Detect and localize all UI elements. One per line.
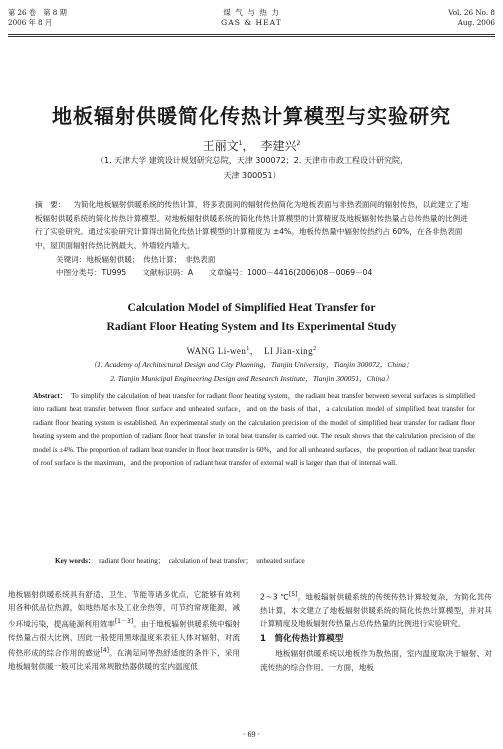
journal-name-en: GAS & HEAT — [221, 18, 282, 27]
affiliation-cn-line2: 天津 300051） — [223, 171, 281, 180]
author-separator: ， 李建兴 — [242, 139, 297, 153]
journal-header-center — [0, 8, 503, 28]
affiliation-cn-line1: （1. 天津大学 建筑设计规划研究总院，天津 300072；2. 天津市市政工程设计研究院， — [96, 156, 408, 165]
document-code: 文献标识码：A — [142, 268, 194, 277]
body-right-text-b: 。地板辐射供暖系统的传统传热计算较复杂，为简化其传热计算，本文建立了地板辐射供暖系统的简化传热计算模型，并对其计算精度及地板辐射传热量占总传热量的比例进行实验研究。 — [260, 592, 492, 629]
article-number: 文章编号：1000－4416(2006)08－0069－04 — [209, 268, 373, 277]
abstract-en-label: Abstract： — [33, 392, 68, 400]
author-2-affil-mark-en: 2 — [312, 346, 317, 352]
authors-en — [0, 344, 503, 357]
author-1-affil-mark: 1 — [238, 140, 243, 147]
body-left-text-c: 。在满足同等热舒适度的条件下，采用地板辐射供暖一般可比采用常规散热器供暖的室内温度低 — [8, 648, 240, 672]
header-rule-thin — [8, 36, 495, 37]
header-rule — [8, 34, 495, 35]
keywords-en-label: Key words： — [55, 557, 96, 565]
abstract-en-text: To simplify the calculation of heat transfer for radiant floor heating system，the radiant heat transfer between several surfaces is simplified into radiant heat transfer between floor surface and unheated surface，and on the basis of that，a calculation model of simplified heat transfer for radiant floor heating system is established. An experimental study on the calculation precision of the model of simplified heat transfer for radiant floor heating system and the proportion of radiant floor heat transfer in total heat transfer is carried out. The result shows that the calculation precision of the model is ±4%. The proportion of radiant heat transfer in floor heat transfer is 60%，and for all unheated surfaces，the proportion of radiant heat transfer of roof surface is the maximum，and the proportion of radiant heat transfer of external wall is larger than that of internal wall. — [33, 392, 475, 468]
affiliation-en-line2: 2. Tianjin Municipal Engineering Design and Research Institute，Tianjin 300051，China） — [110, 374, 393, 383]
body-right-paragraph-2: 地板辐射供暖系统以地板作为散热面，室内温度取决于辐射、对流传热的综合作用。一方面，地板 — [260, 649, 492, 672]
issue-date: 2006 年 8 月 — [8, 18, 53, 27]
journal-header-right — [448, 8, 495, 28]
volume-issue: 第 26 卷 第 8 期 — [8, 8, 67, 17]
body-column-right — [260, 588, 492, 674]
paper-title-en-line2: Radiant Floor Heating System and Its Experimental Study — [106, 320, 397, 333]
affiliation-en-line1: （1. Academy of Architectural Design and City Planning，Tianjin University，Tianjin 300072，China； — [89, 360, 414, 369]
citation-5: [5] — [288, 591, 298, 598]
abstract-cn-label: 摘 要： — [35, 200, 66, 209]
keywords-cn — [56, 254, 215, 265]
author-separator-en: ， LI Jian-xing — [249, 346, 313, 356]
author-1-name: 王丽文 — [202, 139, 239, 153]
section-1-heading: 1 简化传热计算模型 — [260, 633, 344, 644]
author-2-affil-mark: 2 — [296, 140, 301, 147]
journal-name-cn: 煤 气 与 热 力 — [223, 8, 280, 17]
authors-cn — [0, 137, 503, 154]
body-left-text-b: 。由于地板辐射供暖系统中辐射传热量占很大比例，因此一般使用黑球温度来表征人体对辐射、对流传热形成的综合作用的感觉 — [8, 619, 241, 658]
paper-title-cn: 地板辐射供暖简化传热计算模型与实验研究 — [52, 104, 451, 128]
body-column-left — [8, 588, 240, 674]
keywords-en — [55, 556, 475, 566]
issue-date-en: Aug. 2006 — [457, 18, 495, 27]
keywords-en-text: radiant floor heating； calculation of heat transfer； unheated surface — [99, 557, 305, 565]
clc-number: 中图分类号：TU995 — [56, 268, 127, 277]
classification-line — [56, 267, 476, 278]
body-right-paragraph-1 — [260, 588, 492, 631]
keywords-cn-label: 关键词： — [56, 255, 87, 264]
paper-title-en-line1: Calculation Model of Simplified Heat Transfer for — [127, 301, 376, 314]
abstract-en — [33, 390, 475, 470]
body-right-text-a: 2～3 ℃ — [260, 592, 289, 602]
citation-4: [4] — [100, 647, 109, 655]
author-1-affil-mark-en: 1 — [246, 346, 250, 352]
page-number: · 69 · — [242, 730, 261, 739]
volume-issue-en: Vol. 26 No. 8 — [448, 8, 495, 17]
author-1-name-en: WANG Li-wen — [186, 346, 247, 356]
body-left-text-a: 地板辐射供暖系统具有舒适、卫生、节能等诸多优点，它能够有效利用各种低品位热源，如地热尾水及工业余热等，可节约常规能源，减少环境污染，提高能源利用效率 — [8, 590, 240, 629]
abstract-cn — [35, 198, 475, 252]
citation-1-3: [1－3] — [114, 617, 134, 625]
abstract-cn-text: 为简化地板辐射供暖系统的传热计算，将多表面间的辐射传热简化为地板表面与非热表面间的辐射传热，以此建立了地板辐射供暖系统的简化传热计算模型。对地板辐射供暖系统的简化传热计算模型的计算精度及地板辐射传热量占总传热量的比例进行了实验研究。通过实验研究计算得出简化传热计算模型的计算精度为 ±4%。地板传热量中辐射传热约占 60%，在各非热表面中，屋顶面辐射传热比例最大，外墙较内墙大。 — [35, 200, 469, 250]
keywords-cn-text: 地板辐射供暖； 传热计算； 非热表面 — [86, 255, 216, 264]
